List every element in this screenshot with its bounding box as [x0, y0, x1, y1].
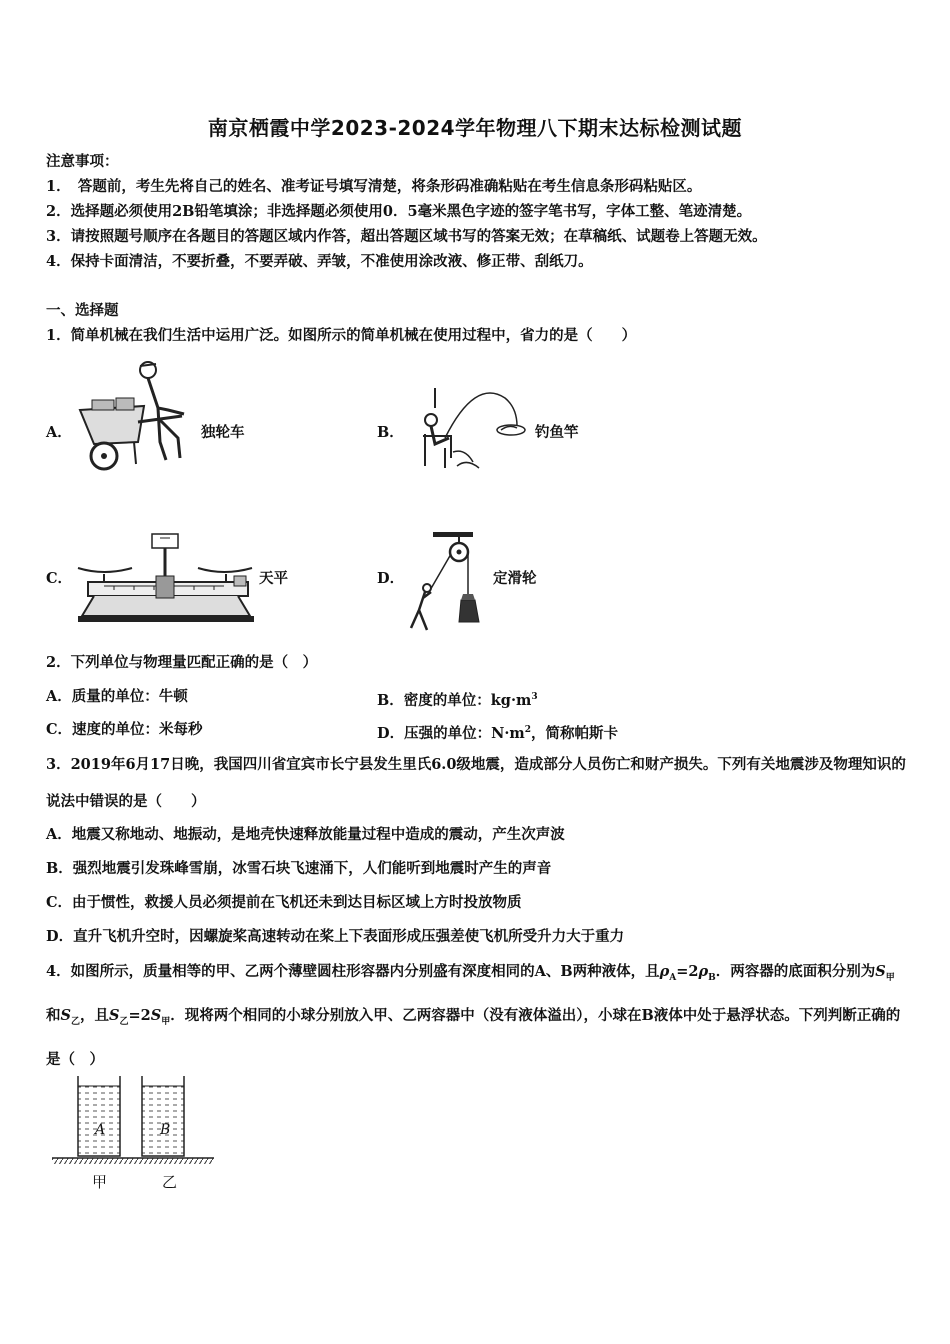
- q3-option-c: C．由于惯性，救援人员必须提前在飞机还未到达目标区域上方时投放物质: [46, 894, 522, 911]
- q4-eq2: =2: [128, 1006, 151, 1024]
- q1-option-a-label: 独轮车: [201, 424, 245, 441]
- q1-option-c-letter: C．: [46, 570, 73, 587]
- q4-s-yi-2: S: [109, 1006, 120, 1024]
- q4-rho-a: ρ: [659, 963, 670, 980]
- q2-option-b-sup: 3: [531, 692, 538, 702]
- q2-option-d-text: D．压强的单位：N·m: [377, 725, 525, 742]
- q2-option-a: A．质量的单位：牛顿: [46, 688, 188, 705]
- notice-item-3: 3．请按照题号顺序在各题目的答题区域内作答，超出答题区域书写的答案无效；在草稿纸、试题卷上答题无效。: [46, 228, 767, 245]
- container-b-label: B: [160, 1122, 171, 1138]
- q1-option-c-label: 天平: [259, 570, 288, 587]
- q4-sub-yi-2: 乙: [119, 1016, 129, 1027]
- q2-option-c: C．速度的单位：米每秒: [46, 721, 203, 738]
- q1-option-b-label: 钓鱼竿: [535, 424, 579, 441]
- q1-option-d-letter: D．: [377, 570, 405, 587]
- q2-stem: 2．下列单位与物理量匹配正确的是（ ）: [46, 654, 318, 671]
- section-heading: 一、选择题: [46, 302, 119, 319]
- q1-option-b-letter: B．: [377, 424, 404, 441]
- containers-figure: [52, 1072, 214, 1168]
- q4-stem: [46, 953, 908, 1078]
- notice-item-4: 4．保持卡面清洁，不要折叠，不要弄破、弄皱，不准使用涂改液、修正带、刮纸刀。: [46, 253, 593, 270]
- q1-stem: 1．简单机械在我们生活中运用广泛。如图所示的简单机械在使用过程中，省力的是（ ）: [46, 327, 637, 344]
- container-jia-label: 甲: [92, 1173, 108, 1191]
- balance-figure: [74, 530, 259, 625]
- q1-option-a-letter: A．: [46, 424, 72, 441]
- container-a-label: A: [95, 1122, 106, 1138]
- q2-option-b: [377, 687, 538, 711]
- q4-stem-part4: ．现将两个相同的小球分别放入甲、乙两容器中（没有液体溢出），小球在B液体中处于悬浮状态。下列判断正确的是（ ）: [46, 1006, 901, 1068]
- q4-stem-part3: ，且: [80, 1006, 109, 1024]
- q4-s-yi: S: [60, 1006, 71, 1024]
- q4-stem-part2: ．两容器的底面积分别为: [715, 963, 876, 980]
- q2-option-d: [377, 720, 618, 744]
- fixed-pulley-figure: [405, 530, 485, 635]
- q1-option-d-label: 定滑轮: [493, 570, 537, 587]
- q4-s-jia-2: S: [150, 1006, 162, 1024]
- q4-sub-jia: 甲: [885, 972, 895, 983]
- q4-sub-yi: 乙: [70, 1016, 80, 1027]
- q4-stem-part1: 4．如图所示，质量相等的甲、乙两个薄壁圆柱形容器内分别盛有深度相同的A、B两种液体，且: [46, 963, 660, 980]
- q4-and: 和: [46, 1006, 61, 1024]
- q4-sub-jia-2: 甲: [161, 1016, 171, 1027]
- notice-heading: 注意事项：: [46, 153, 119, 170]
- q4-rho-b: ρ: [698, 963, 709, 980]
- q3-option-b: B．强烈地震引发珠峰雪崩，冰雪石块飞速涌下，人们能听到地震时产生的声音: [46, 860, 552, 877]
- q4-s-jia: S: [875, 963, 886, 980]
- q2-option-b-text: B．密度的单位：kg·m: [377, 692, 532, 709]
- q3-option-a: A．地震又称地动、地振动，是地壳快速释放能量过程中造成的震动，产生次声波: [46, 826, 565, 843]
- q2-option-d-sup: 2: [524, 725, 531, 735]
- notice-item-2: 2．选择题必须使用2B铅笔填涂；非选择题必须使用0．5毫米黑色字迹的签字笔书写，字体工整、笔迹清楚。: [46, 203, 752, 220]
- q4-sub-a: A: [669, 972, 677, 983]
- container-yi-label: 乙: [162, 1173, 178, 1191]
- q4-eq: =2: [676, 963, 699, 980]
- q3-stem: 3．2019年6月17日晚，我国四川省宜宾市长宁县发生里氏6.0级地震，造成部分人员伤亡和财产损失。下列有关地震涉及物理知识的说法中错误的是（ ）: [46, 756, 906, 810]
- q2-option-d-suffix: ，简称帕斯卡: [530, 725, 618, 742]
- q3-option-d: D．直升飞机升空时，因螺旋桨高速转动在桨上下表面形成压强差使飞机所受升力大于重力: [46, 928, 625, 945]
- wheelbarrow-figure: [74, 360, 199, 475]
- fishing-rod-figure: [405, 378, 530, 478]
- page-title: 南京栖霞中学2023-2024学年物理八下期末达标检测试题: [207, 116, 743, 140]
- q4-sub-b: B: [708, 972, 716, 983]
- notice-item-1: 1． 答题前，考生先将自己的姓名、准考证号填写清楚，将条形码准确粘贴在考生信息条形码粘贴区。: [46, 178, 702, 195]
